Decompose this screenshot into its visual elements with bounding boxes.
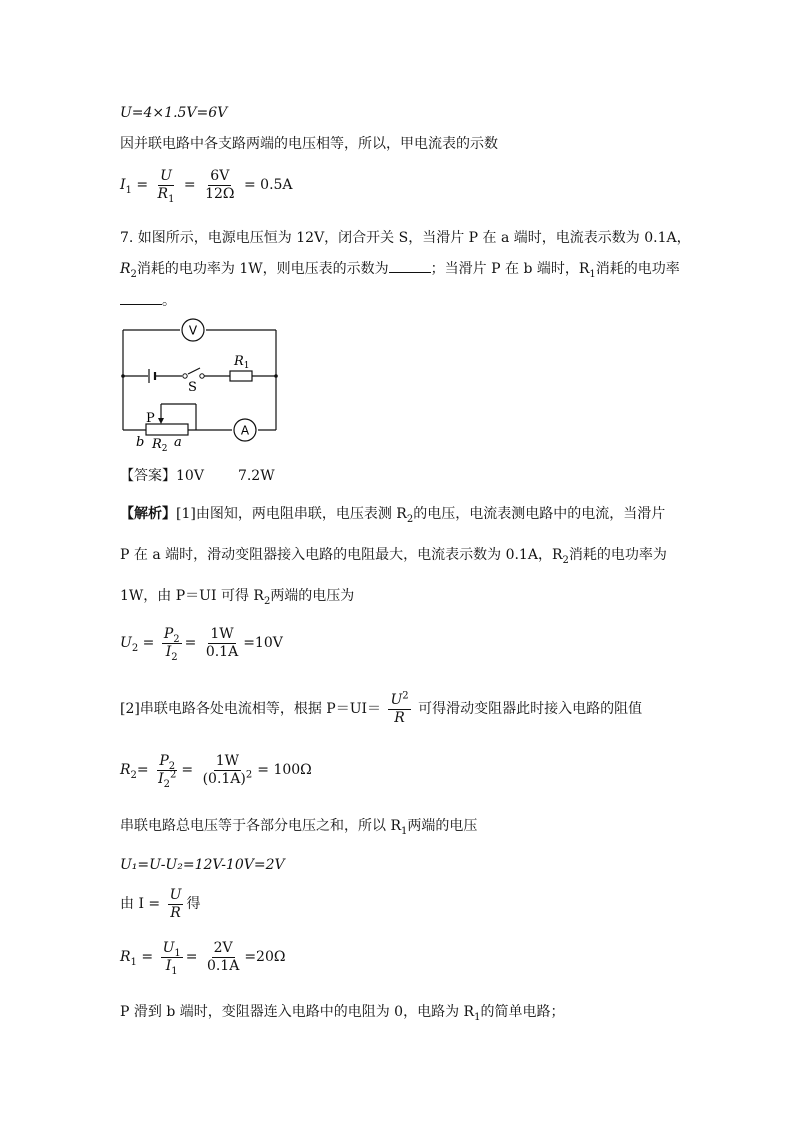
total-voltage-line: U=4×1.5V=6V bbox=[120, 105, 228, 121]
answer-line: 【答案】10V 7.2W bbox=[120, 468, 275, 484]
ammeter-label: A bbox=[240, 423, 250, 438]
question-7-line-2: $R_2$消耗的电功率为 1W，则电压表的示数为 ；当滑片 P 在 b 端时，$R_1$消耗的电功率 bbox=[120, 261, 680, 280]
end-a-label: a bbox=[174, 435, 182, 450]
series-statement: 串联电路总电压等于各部分电压之和，所以 $R_1$两端的电压 bbox=[120, 818, 478, 837]
voltmeter-label: V bbox=[188, 323, 198, 338]
r1-label: $R_1$ bbox=[234, 354, 250, 371]
answer-blank-1 bbox=[389, 260, 431, 273]
question-7-line-3: 。 bbox=[120, 292, 176, 310]
step-2-line: [2]串联电路各处电流相等，根据 P＝UI＝ $\frac{U^2}{R}$ 可得滑动变阻器此时接入电路的阻值 bbox=[120, 689, 643, 726]
analysis-line-3: 1W，由 P＝UI 可得 $R_2$两端的电压为 bbox=[120, 588, 355, 607]
resistor-r1 bbox=[230, 371, 252, 381]
i1-equation: $I_1$ = $\frac{U}{R_1}$ = $\frac{6V}{12\Omega}$ = 0.5A bbox=[120, 167, 293, 205]
r2-equation: $R_2=$ $\frac{P_2}{I_2^2}$ = $\frac{1W}{(0.1A)^2}$ = 100Ω bbox=[120, 752, 312, 790]
answer-blank-2 bbox=[120, 292, 162, 305]
junction-right bbox=[274, 374, 278, 378]
fraction-6v-over-12ohm: $\frac{6V}{12\Omega}$ bbox=[205, 167, 235, 202]
u1-line: U₁=U-U₂=12V-10V=2V bbox=[120, 857, 285, 873]
ohm-law-line: 由 I = $\frac{U}{R}$ 得 bbox=[120, 886, 201, 921]
analysis-line-1: 【解析】[1]由图知，两电阻串联，电压表测 $R_2$的电压，电流表测电路中的电流，当滑片 bbox=[120, 506, 666, 525]
final-statement: P 滑到 b 端时，变阻器连入电路中的电阻为 0，电路为 $R_1$的简单电路； bbox=[120, 1004, 565, 1023]
r2-label: $R_2$ bbox=[152, 437, 168, 454]
junction-left bbox=[121, 374, 125, 378]
battery-icon bbox=[149, 369, 155, 383]
u2-equation: $U_2$ = $\frac{P_2}{I_2}$ = $\frac{1W}{0.1A}$ =10V bbox=[120, 625, 283, 663]
parallel-statement: 因并联电路中各支路两端的电压相等，所以，甲电流表的示数 bbox=[120, 136, 498, 152]
slider-arrow-icon bbox=[158, 418, 164, 424]
slider-label: P bbox=[146, 411, 155, 426]
switch-icon bbox=[183, 374, 204, 378]
question-7-line-1: 7. 如图所示，电源电压恒为 12V，闭合开关 S，当滑片 P 在 a 端时，电流表示数为 0.1A， bbox=[120, 230, 691, 246]
analysis-line-2: P 在 a 端时，滑动变阻器接入电路的电阻最大，电流表示数为 0.1A，$R_2$消耗的电功率为 bbox=[120, 547, 667, 566]
circuit-diagram bbox=[118, 318, 283, 454]
switch-label: S bbox=[188, 380, 197, 395]
end-b-label: b bbox=[136, 435, 145, 450]
r1-equation: $R_1$ = $\frac{U_1}{I_1}$ = $\frac{2V}{0.1A}$ =20Ω bbox=[120, 939, 286, 977]
fraction-u-over-r1: $\frac{U}{R_1}$ bbox=[157, 167, 175, 205]
